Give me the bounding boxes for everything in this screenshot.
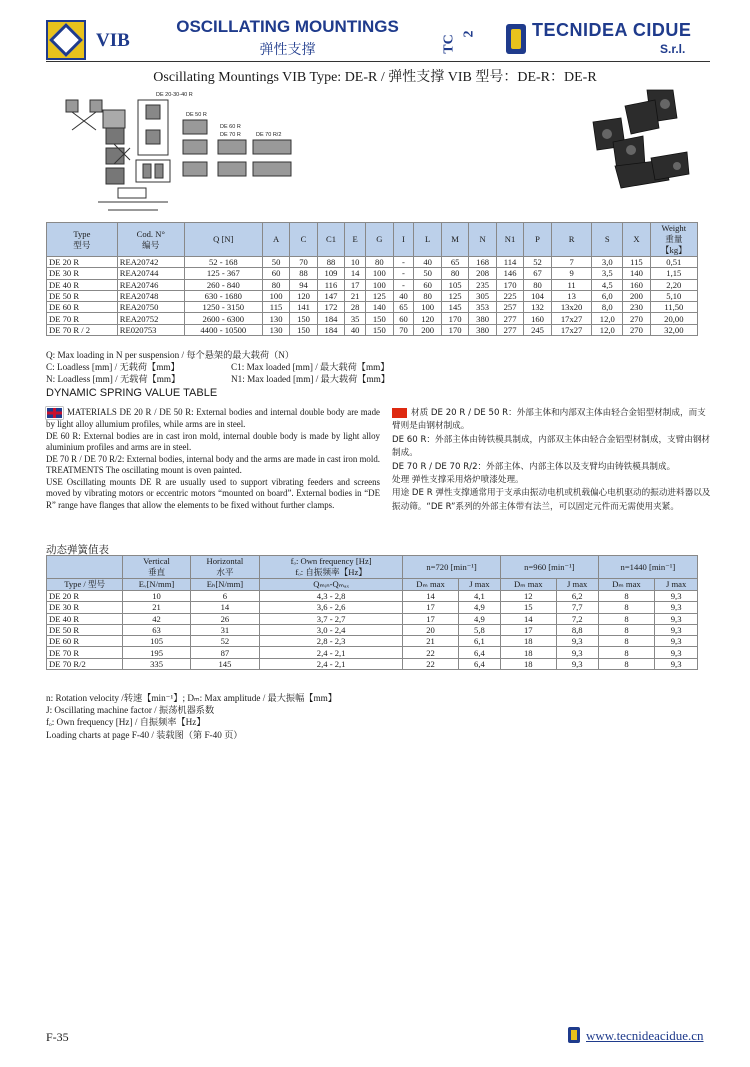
header-cell: Dₘ max xyxy=(598,579,655,591)
table-cell: 9,3 xyxy=(655,624,698,635)
table-cell: 195 xyxy=(123,647,190,658)
table-cell: 12,0 xyxy=(592,313,623,324)
materials-chinese xyxy=(392,407,714,514)
table-cell: 80 xyxy=(524,279,551,290)
table-cell: 100 xyxy=(366,279,393,290)
materials-english xyxy=(46,407,380,511)
section-heading: DYNAMIC SPRING VALUE TABLE xyxy=(46,387,218,399)
table-cell: 9,3 xyxy=(655,602,698,613)
table-cell: 88 xyxy=(290,268,317,279)
table-cell: 277 xyxy=(496,313,523,324)
treatments-text: TREATMENTS The oscillating mount is oven painted. xyxy=(46,465,242,475)
table-cell: 125 - 367 xyxy=(184,268,262,279)
table-cell: 4,5 xyxy=(592,279,623,290)
table-cell: 52 - 168 xyxy=(184,257,262,268)
table-cell: 168 xyxy=(469,257,496,268)
header-cell: P xyxy=(524,223,551,257)
drawing-label: DE 60 R xyxy=(220,124,241,130)
table-row xyxy=(47,658,698,669)
table-cell: 0,51 xyxy=(650,257,697,268)
table-cell: 80 xyxy=(262,279,289,290)
table-cell: 150 xyxy=(290,324,317,335)
table-cell: REA20750 xyxy=(117,302,184,313)
table-row xyxy=(47,268,698,279)
header-cell: Qₘᵢₙ-Qₘₐₓ xyxy=(260,579,403,591)
table-header-row xyxy=(47,556,698,579)
table-cell: 17x27 xyxy=(551,313,592,324)
table-cell: 20,00 xyxy=(650,313,697,324)
table-cell: 7,7 xyxy=(556,602,598,613)
table-cell: 21 xyxy=(123,602,190,613)
table-cell: 4,3 - 2,8 xyxy=(260,591,403,602)
table-cell: 18 xyxy=(500,636,556,647)
brand-suffix: S.r.l. xyxy=(660,42,686,56)
table-cell: 50 xyxy=(262,257,289,268)
table-cell: 10 xyxy=(345,257,366,268)
table-cell: 140 xyxy=(623,268,650,279)
note-line: Loading charts at page F-40 / 装载图（第 F-40 页） xyxy=(46,729,243,740)
table-cell: 32,00 xyxy=(650,324,697,335)
table-cell: 8 xyxy=(598,602,655,613)
brand-logo-icon xyxy=(506,24,526,54)
table-cell: 2,20 xyxy=(650,279,697,290)
page-subtitle: Oscillating Mountings VIB Type: DE-R / 弹性支撑 VIB 型号：DE-R：DE-R xyxy=(153,70,597,85)
table-cell: 170 xyxy=(496,279,523,290)
table-cell: 6,1 xyxy=(458,636,500,647)
table-cell: 87 xyxy=(190,647,259,658)
table-cell: 13x20 xyxy=(551,302,592,313)
header-cell: Weight 重量 【kg】 xyxy=(650,223,697,257)
table-cell: DE 70 R xyxy=(47,313,118,324)
header-cell: C1 xyxy=(317,223,344,257)
table-cell: 116 xyxy=(317,279,344,290)
header-cell: M xyxy=(441,223,468,257)
table-cell: 3,7 - 2,7 xyxy=(260,613,403,624)
brand-logo-icon xyxy=(568,1027,580,1043)
header-cell: J max xyxy=(458,579,500,591)
table-subheader-row xyxy=(47,579,698,591)
table-cell: 9,3 xyxy=(655,591,698,602)
table-cell: 105 xyxy=(441,279,468,290)
table-cell: 3,0 xyxy=(592,257,623,268)
table-row xyxy=(47,602,698,613)
table-cell: 4,1 xyxy=(458,591,500,602)
table-cell: 150 xyxy=(366,324,393,335)
table-cell: 18 xyxy=(500,647,556,658)
treatments-text: 处理 弹性支撑采用烙炉喷漆处理。 xyxy=(392,475,524,486)
header-cell: X xyxy=(623,223,650,257)
table-row xyxy=(47,279,698,290)
note-n1: N1: Max loaded [mm] / 最大载荷【mm】 xyxy=(231,374,390,385)
table-cell: 65 xyxy=(441,257,468,268)
table-cell: 150 xyxy=(290,313,317,324)
table-cell: 6,0 xyxy=(592,290,623,301)
table-row xyxy=(47,636,698,647)
table-cell: REA20744 xyxy=(117,268,184,279)
table-cell: 20 xyxy=(403,624,459,635)
table-cell: 4,9 xyxy=(458,602,500,613)
table-cell: 14 xyxy=(403,591,459,602)
table-notes xyxy=(46,349,706,386)
page-title-cn: 弹性支撑 xyxy=(259,42,316,58)
header-cell: S xyxy=(592,223,623,257)
table-cell: 146 xyxy=(496,268,523,279)
section-number: 2 xyxy=(461,30,477,38)
table-cell: 172 xyxy=(317,302,344,313)
table-cell: 18 xyxy=(500,658,556,669)
table-cell: DE 20 R xyxy=(47,591,123,602)
table-cell: - xyxy=(393,257,414,268)
table-cell: 2,4 - 2,1 xyxy=(260,658,403,669)
table-cell: 130 xyxy=(262,324,289,335)
table-cell: 14 xyxy=(500,613,556,624)
table-cell: 52 xyxy=(190,636,259,647)
table-row xyxy=(47,591,698,602)
header-cell: Q [N] xyxy=(184,223,262,257)
table-cell: 132 xyxy=(524,302,551,313)
table-cell: 80 xyxy=(366,257,393,268)
table-cell: 3,5 xyxy=(592,268,623,279)
product-line-label: VIB xyxy=(96,30,130,51)
table-cell: 380 xyxy=(469,324,496,335)
table-cell: 12,0 xyxy=(592,324,623,335)
table-row xyxy=(47,647,698,658)
table-cell: 184 xyxy=(317,324,344,335)
table-cell: 225 xyxy=(496,290,523,301)
section-heading-cn: 动态弹簧值表 xyxy=(46,544,109,556)
table-cell: 305 xyxy=(469,290,496,301)
table-cell: 63 xyxy=(123,624,190,635)
table-cell: 8,8 xyxy=(556,624,598,635)
table-cell: 80 xyxy=(414,290,441,301)
header-cell: Horizontal 水平 xyxy=(190,556,259,579)
table-cell: 12 xyxy=(500,591,556,602)
table-cell: 170 xyxy=(441,324,468,335)
product-photo xyxy=(585,88,690,198)
table-cell: 100 xyxy=(262,290,289,301)
table-cell: 141 xyxy=(290,302,317,313)
header-cell: I xyxy=(393,223,414,257)
table-cell: 35 xyxy=(345,313,366,324)
header-cell: Dₘ max xyxy=(500,579,556,591)
table-cell: 60 xyxy=(393,313,414,324)
table-row xyxy=(47,313,698,324)
table-cell: 6,2 xyxy=(556,591,598,602)
table-cell: 200 xyxy=(414,324,441,335)
table-cell: 8,0 xyxy=(592,302,623,313)
header-cell: C xyxy=(290,223,317,257)
table-cell: 6 xyxy=(190,591,259,602)
materials-text: DE 70 R / DE 70 R/2：外部主体、内部主体以及支臂均由铸铁模具制成。 xyxy=(392,461,676,472)
header-cell: Eᵥ[N/mm] xyxy=(123,579,190,591)
header-cell: n=720 [min⁻¹] xyxy=(403,556,501,579)
table-cell: 9,3 xyxy=(655,613,698,624)
use-text: 用途 DE R 弹性支撑通常用于支承由振动电机或机载偏心电机驱动的振动进料器以及振动筛。“DE R”系列的外部主体带有法兰，可以固定元件而无需使用夹紧。 xyxy=(392,488,711,512)
materials-text: DE 60 R: External bodies are in cast iron mold, internal double body is made by light alloy aluminium profiles and arms are in steel. xyxy=(46,430,380,452)
table-cell: 17x27 xyxy=(551,324,592,335)
table-cell: 160 xyxy=(623,279,650,290)
header-cell: Type 型号 xyxy=(47,223,118,257)
table-cell: 22 xyxy=(403,647,459,658)
table-cell: 11 xyxy=(551,279,592,290)
table-row xyxy=(47,257,698,268)
table-cell: 8 xyxy=(598,613,655,624)
table-row xyxy=(47,290,698,301)
table-cell: 230 xyxy=(623,302,650,313)
table-cell: 100 xyxy=(366,268,393,279)
table-cell: 3,0 - 2,4 xyxy=(260,624,403,635)
table-cell: 22 xyxy=(403,658,459,669)
table-cell: 40 xyxy=(345,324,366,335)
table-cell: 200 xyxy=(623,290,650,301)
drawing-label: DE 70 R xyxy=(220,132,241,138)
table-cell: 270 xyxy=(623,313,650,324)
table-cell: 353 xyxy=(469,302,496,313)
header-cell: G xyxy=(366,223,393,257)
table-cell: DE 60 R xyxy=(47,302,118,313)
table-cell: 6,4 xyxy=(458,658,500,669)
table-cell: 8 xyxy=(598,591,655,602)
table-cell: 115 xyxy=(262,302,289,313)
page-title: OSCILLATING MOUNTINGS xyxy=(176,17,399,36)
table-cell: DE 30 R xyxy=(47,268,118,279)
table-cell: REA20742 xyxy=(117,257,184,268)
table-cell: 257 xyxy=(496,302,523,313)
table-cell: 13 xyxy=(551,290,592,301)
table-cell: REA20752 xyxy=(117,313,184,324)
table-cell: 8 xyxy=(598,624,655,635)
table-cell: 1,15 xyxy=(650,268,697,279)
table-cell: 335 xyxy=(123,658,190,669)
logo xyxy=(46,20,86,60)
header-cell: Vertical 垂直 xyxy=(123,556,190,579)
section-code: TC xyxy=(441,34,457,54)
dimensions-table xyxy=(46,222,698,336)
materials-text: DE 60 R：外部主体由铸铁模具制成，内部双主体由轻合金铝型材制成，支臂由钢材制成。 xyxy=(392,434,711,459)
drawing-label: DE 50 R xyxy=(186,112,207,118)
table-cell: 170 xyxy=(441,313,468,324)
table-cell: 3,6 - 2,6 xyxy=(260,602,403,613)
table-cell: DE 70 R / 2 xyxy=(47,324,118,335)
table-cell: 277 xyxy=(496,324,523,335)
drawing-label: DE 70 R/2 xyxy=(256,132,282,138)
table-cell: 380 xyxy=(469,313,496,324)
header-cell: L xyxy=(414,223,441,257)
table-cell: 17 xyxy=(500,624,556,635)
note-line: n: Rotation velocity /转速【min⁻¹】; Dₘ: Max amplitude / 最大振幅【mm】 xyxy=(46,693,337,703)
header-cell: n=960 [min⁻¹] xyxy=(500,556,598,579)
header-cell: Eₕ[N/mm] xyxy=(190,579,259,591)
use-text: USE Oscillating mounts DE R are usually used to support vibrating feeders and screens moved by vibrating motors or eccentric motors “mounted on board”. External bodies in “DE R” range have flanges that allow the elements to be fixed without further clamps. xyxy=(46,476,380,510)
uk-flag-icon xyxy=(46,407,63,419)
table-cell: 28 xyxy=(345,302,366,313)
header-cell xyxy=(47,556,123,579)
table-cell: 42 xyxy=(123,613,190,624)
table-cell: 100 xyxy=(414,302,441,313)
table-row xyxy=(47,324,698,335)
table-cell: 31 xyxy=(190,624,259,635)
table-cell: 2,4 - 2,1 xyxy=(260,647,403,658)
spring-table-notes xyxy=(46,692,706,741)
table-cell: 140 xyxy=(366,302,393,313)
table-cell: 120 xyxy=(414,313,441,324)
table-cell: 50 xyxy=(414,268,441,279)
table-cell: 8 xyxy=(598,658,655,669)
table-cell: 630 - 1680 xyxy=(184,290,262,301)
table-cell: 4,9 xyxy=(458,613,500,624)
table-cell: 9 xyxy=(551,268,592,279)
table-cell: 1250 - 3150 xyxy=(184,302,262,313)
table-cell: 67 xyxy=(524,268,551,279)
table-cell: 60 xyxy=(414,279,441,290)
table-cell: 8 xyxy=(598,636,655,647)
table-cell: DE 50 R xyxy=(47,624,123,635)
table-row xyxy=(47,624,698,635)
table-cell: 65 xyxy=(393,302,414,313)
header-cell: Cod. N° 编号 xyxy=(117,223,184,257)
table-cell: 9,3 xyxy=(556,636,598,647)
header-cell: n=1440 [min⁻¹] xyxy=(598,556,697,579)
china-flag-icon xyxy=(392,408,407,418)
table-cell: 21 xyxy=(345,290,366,301)
table-cell: 235 xyxy=(469,279,496,290)
table-cell: 9,3 xyxy=(655,636,698,647)
table-cell: DE 70 R/2 xyxy=(47,658,123,669)
materials-text: DE 70 R / DE 70 R/2: External bodies, internal body and the arms are made in cast iron mold. xyxy=(46,453,380,464)
table-cell: 60 xyxy=(262,268,289,279)
table-cell: DE 20 R xyxy=(47,257,118,268)
table-cell: 40 xyxy=(414,257,441,268)
header-cell: A xyxy=(262,223,289,257)
header-cell: J max xyxy=(556,579,598,591)
header-divider xyxy=(46,61,710,62)
table-cell: 245 xyxy=(524,324,551,335)
table-cell: 5,8 xyxy=(458,624,500,635)
header-cell: fₒ: Own frequency [Hz] fₒ: 自振频率【Hz】 xyxy=(260,556,403,579)
header-cell: N1 xyxy=(496,223,523,257)
table-cell: 104 xyxy=(524,290,551,301)
table-cell: DE 30 R xyxy=(47,602,123,613)
table-cell: 8 xyxy=(598,647,655,658)
table-cell: DE 70 R xyxy=(47,647,123,658)
brand-name: TECNIDEA CIDUE xyxy=(532,20,692,40)
page-number: F-35 xyxy=(46,1030,69,1044)
note-line: fₒ: Own frequency [Hz] / 自振频率【Hz】 xyxy=(46,717,206,728)
table-cell: REA20746 xyxy=(117,279,184,290)
note-n: N: Loadless [mm] / 无载荷【mm】 xyxy=(46,374,181,385)
table-cell: 125 xyxy=(441,290,468,301)
table-cell: 147 xyxy=(317,290,344,301)
table-cell: 14 xyxy=(345,268,366,279)
table-cell: 88 xyxy=(317,257,344,268)
header-cell: Dₘ max xyxy=(403,579,459,591)
table-cell: 4400 - 10500 xyxy=(184,324,262,335)
table-cell: 115 xyxy=(623,257,650,268)
table-cell: 9,3 xyxy=(655,647,698,658)
table-cell: 7,2 xyxy=(556,613,598,624)
table-cell: REA20748 xyxy=(117,290,184,301)
table-cell: 70 xyxy=(393,324,414,335)
table-cell: 70 xyxy=(290,257,317,268)
technical-drawing xyxy=(48,90,308,220)
drawing-label: DE 20-30-40 R xyxy=(156,92,193,98)
table-cell: 150 xyxy=(366,313,393,324)
table-cell: 145 xyxy=(190,658,259,669)
table-cell: DE 50 R xyxy=(47,290,118,301)
table-cell: RE020753 xyxy=(117,324,184,335)
header-cell: N xyxy=(469,223,496,257)
table-cell: 10 xyxy=(123,591,190,602)
header-cell: R xyxy=(551,223,592,257)
table-cell: 14 xyxy=(190,602,259,613)
table-cell: 208 xyxy=(469,268,496,279)
table-cell: 40 xyxy=(393,290,414,301)
table-cell: 9,3 xyxy=(556,647,598,658)
table-cell: 15 xyxy=(500,602,556,613)
note-q: Q: Max loading in N per suspension / 每个悬架的最大载荷（N） xyxy=(46,350,295,360)
table-cell: 120 xyxy=(290,290,317,301)
table-cell: 17 xyxy=(403,602,459,613)
table-cell: - xyxy=(393,279,414,290)
table-cell: 6,4 xyxy=(458,647,500,658)
table-cell: 2600 - 6300 xyxy=(184,313,262,324)
table-cell: 52 xyxy=(524,257,551,268)
table-cell: 17 xyxy=(345,279,366,290)
table-row xyxy=(47,302,698,313)
table-cell: 145 xyxy=(441,302,468,313)
table-cell: 21 xyxy=(403,636,459,647)
table-cell: 2,8 - 2,3 xyxy=(260,636,403,647)
note-c1: C1: Max loaded [mm] / 最大载荷【mm】 xyxy=(231,362,390,373)
table-cell: 80 xyxy=(441,268,468,279)
table-cell: 11,50 xyxy=(650,302,697,313)
table-cell: 114 xyxy=(496,257,523,268)
table-row xyxy=(47,613,698,624)
table-cell: DE 60 R xyxy=(47,636,123,647)
table-cell: DE 40 R xyxy=(47,613,123,624)
table-cell: - xyxy=(393,268,414,279)
table-cell: 17 xyxy=(403,613,459,624)
table-cell: 5,10 xyxy=(650,290,697,301)
note-c: C: Loadless [mm] / 无载荷【mm】 xyxy=(46,362,180,373)
spring-values-table xyxy=(46,555,698,670)
header-cell: E xyxy=(345,223,366,257)
table-cell: 270 xyxy=(623,324,650,335)
materials-text: 材质 DE 20 R / DE 50 R：外部主体和内部双主体由轻合金铝型材制成，而支臂则是由钢材制成。 xyxy=(392,408,706,432)
table-cell: 125 xyxy=(366,290,393,301)
table-cell: 184 xyxy=(317,313,344,324)
table-cell: 260 - 840 xyxy=(184,279,262,290)
table-header-row xyxy=(47,223,698,257)
header-cell: J max xyxy=(655,579,698,591)
table-cell: 7 xyxy=(551,257,592,268)
table-cell: 130 xyxy=(262,313,289,324)
table-cell: 9,3 xyxy=(556,658,598,669)
table-cell: 160 xyxy=(524,313,551,324)
note-line: J: Oscillating machine factor / 振荡机器系数 xyxy=(46,705,215,716)
header-cell: Type / 型号 xyxy=(47,579,123,591)
table-cell: DE 40 R xyxy=(47,279,118,290)
website-link[interactable]: www.tecnideacidue.cn xyxy=(586,1028,704,1043)
table-cell: 109 xyxy=(317,268,344,279)
table-cell: 26 xyxy=(190,613,259,624)
table-cell: 9,3 xyxy=(655,658,698,669)
table-cell: 105 xyxy=(123,636,190,647)
table-cell: 94 xyxy=(290,279,317,290)
materials-text: MATERIALS DE 20 R / DE 50 R: External bodies and internal double body are made by light alloy allumium profiles, while arms are in steel. xyxy=(46,407,380,429)
